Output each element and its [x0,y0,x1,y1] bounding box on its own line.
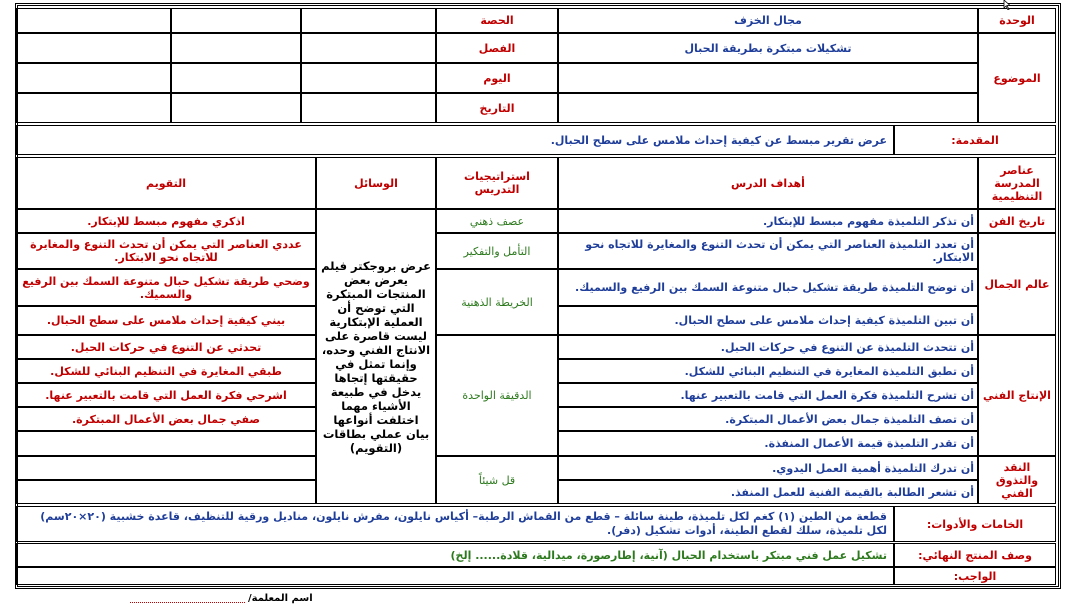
strategy-row [20,233,1056,269]
objective-text: أن تشرح التلميذة فكرة العمل التي قامت بالتعبير عنها. [558,383,978,407]
teacher-signature-line [130,594,245,603]
teacher-label: اسم المعلمة/ [248,593,313,604]
section-art-production-label: الإنتاج الفني [978,335,1056,456]
objective-text: أن تدرك التلميذة أهمية العمل اليدوي. [558,456,978,480]
homework-value [16,567,894,585]
strategy-row [20,269,1056,335]
empty-cell [171,33,301,63]
col-objectives: أهداف الدرس [558,157,978,209]
topic-label: الموضوع [978,33,1056,123]
lesson-plan-table [15,3,1061,589]
mouse-cursor-icon [1003,0,1013,10]
empty-cell [558,63,978,93]
class-label: الحصة [436,8,558,33]
empty-cell [16,93,171,123]
final-product-value: تشكيل عمل فني مبتكر باستخدام الحبال (آنية، إطارصورة، ميدالية، قلادة...... إلخ) [16,543,894,567]
strategy-reflection: التأمل والتفكير [436,233,558,269]
strategy-mind-map: الخريطة الذهنية [436,269,558,335]
evaluation-text: عددي العناصر التي يمكن أن تحدث التنوع والمغايرة للاتجاه نحو الابتكار. [16,233,316,269]
intro-label: المقدمة: [894,125,1056,155]
materials-row [20,506,1056,542]
teacher-name [130,593,313,604]
objective-text: أن تشعر الطالبة بالقيمة الفنية للعمل المنفذ. [558,480,978,504]
materials-value: قطعة من الطين (١) كغم لكل تلميذة، طينة سائلة – قطع من القماش الرطبة– أكياس نايلون، مفرش نايلون، مناديل ورقية للتنظيف، قاعدة خشبية (٢٠×٢٠سم) لكل تلميذة، سلك لقطع الطينة، أدوات تشكيل (دفر). [16,506,894,542]
section-art-history-label: تاريخ الفن [978,209,1056,233]
col-means: الوسائل [316,157,436,209]
header-row-1 [20,8,1056,33]
strategy-row [20,335,1056,456]
strategy-one-minute: الدقيقة الواحدة [436,335,558,456]
empty-cell [16,63,171,93]
columns-header-row [20,157,1056,209]
empty-cell [16,33,171,63]
col-evaluation: التقويم [16,157,316,209]
intro-value: عرض تقرير مبسط عن كيفية إحداث ملامس على سطح الحبال. [16,125,894,155]
evaluation-text: اشرحي فكرة العمل التي قامت بالتعبير عنها. [16,383,316,407]
unit-label: الوحدة [978,8,1056,33]
objective-text: أن توضح التلميذة طريقة تشكيل حبال متنوعة السمك بين الرفيع والسميك. [558,269,978,306]
header-row-4 [20,93,1056,123]
homework-row [20,567,1056,585]
strategy-row [20,209,1056,233]
strategy-say-something: قل شيئاً [436,456,558,504]
section-criticism-label: النقد والتذوق الفني [978,456,1056,504]
empty-cell [171,8,301,33]
evaluation-text: اذكري مفهوم مبسط للإبتكار. [16,209,316,233]
empty-cell [301,8,436,33]
objective-text: أن تذكر التلميذة مفهوم مبسط للإبتكار. [558,209,978,233]
strategy-brainstorm: عصف ذهني [436,209,558,233]
empty-cell [16,8,171,33]
final-product-label: وصف المنتج النهائي: [894,543,1056,567]
evaluation-text: صفي جمال بعض الأعمال المبتكرة. [16,407,316,431]
unit-value: مجال الخزف [558,8,978,33]
evaluation-text: طبقي المغايرة في التنظيم البنائي للشكل. [16,359,316,383]
evaluation-text: وضحي طريقة تشكيل حبال متنوعة السمك بين الرفيع والسميك. [16,269,316,306]
col-elements: عناصر المدرسة التنظيمية [978,157,1056,209]
objective-text: أن تعدد التلميذة العناصر التي يمكن أن تحدث التنوع والمغايرة للاتجاه نحو الابتكار. [558,233,978,269]
intro-row [20,125,1056,155]
final-product-row [20,543,1056,567]
section-art-world-label: عالم الجمال [978,233,1056,335]
objective-text: أن تطبق التلميذة المغايرة في التنظيم البنائي للشكل. [558,359,978,383]
empty-cell [171,93,301,123]
date-label: التاريخ [436,93,558,123]
empty-cell [171,63,301,93]
strategy-row [20,456,1056,504]
empty-cell [301,33,436,63]
empty-cell [301,93,436,123]
evaluation-text: تحدثي عن التنوع في حركات الحبل. [16,335,316,359]
objective-text: أن تقدر التلميذة قيمة الأعمال المنفذة. [558,431,978,456]
header-row-2 [20,33,1056,63]
objective-text: أن تتحدث التلميذة عن التنوع في حركات الحبل. [558,335,978,359]
empty-cell [301,63,436,93]
objective-text: أن تبين التلميذة كيفية إحداث ملامس على سطح الحبال. [558,306,978,335]
semester-label: الفصل [436,33,558,63]
col-strategies: استراتيجيات التدريس [436,157,558,209]
objective-text: أن تصف التلميذة جمال بعض الأعمال المبتكرة. [558,407,978,431]
header-row-3 [20,63,1056,93]
homework-label: الواجب: [894,567,1056,585]
topic-value: تشكيلات مبتكرة بطريقة الحبال [558,33,978,63]
day-label: اليوم [436,63,558,93]
materials-label: الخامات والأدوات: [894,506,1056,542]
means-cell: عرض بروجكتر فيلم يعرض بعض المنتجات المبتكرة التي توضح أن العملية الإبتكارية ليست قاصرة على الانتاج الفني وحده، وإنما تمثل في حقيقتها إتجاها يدخل في طبيعة الأشياء مهما اختلفت أنواعها بيان عملي بطاقات (التقويم) [316,209,436,504]
evaluation-text: بيني كيفية إحداث ملامس على سطح الحبال. [16,306,316,335]
empty-cell [558,93,978,123]
